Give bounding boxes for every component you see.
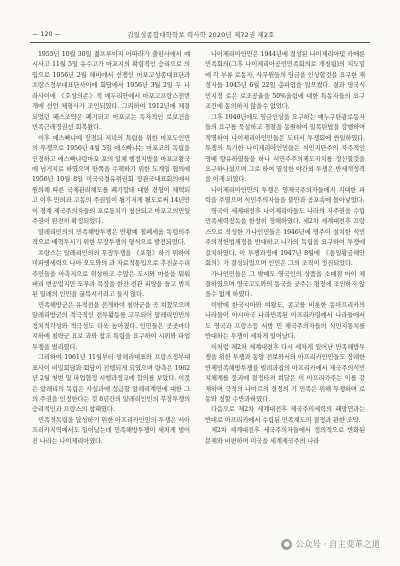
paragraph: 민족해방군은 유적전을 전개하여 침략군을 곡 쳐첬모으며 알레리방군의 적극적인 전투활동를 고무되어 알레리민민의 정치적각성와 적극성도 더욱 높아졌다. 인민들은 곳곳마다 지하에 침략군 요보 과와 참조 특립을 요구하여 시위와 파업투쟁을 벌리였다. bbox=[32, 301, 190, 351]
running-title: 김일성종합대학학보 력사학 2020년 제72권 제2호 bbox=[127, 31, 275, 39]
paragraph: 영국이 세제대전후 나이제리아들도 나라의 자주권을 수립 민족세력장독을 한창히 정해하였다. 세2차 세계대전후 프랑스으로 작성한 가나인민들은 1946년에 영주이 설치한 식민주의적헌법제정을 반대하고 나가의 독립을 요구하여 투쟁에 걸치하였다. 이 투쟁과정에 1947년 8월에 《통일황금해안회의》가 결성되었으며 인민은 그의 조직이 정진되었다. bbox=[205, 207, 365, 268]
paragraph: 제2차 세계대전후 세국주의자들에서 정의적으로 반화된 문제와 비편하며 미국을 세계제국주의 나라 bbox=[205, 427, 365, 445]
paragraph: 그후 1949년에도 임금인상을 요구하는 예누구탄광로동자들의 요구를 묵살하고 경찰을 동원하여 일목탄탑을 강행하며 적명하여 나이제리아인민들은 도터서 투쟁회에 싼일하였다. 투쟁의 특기한 나이제리아인민들은 식민지단주의 자주적인 영예 향유하였들을 하나 서민주주의제도자치를 정신할것을 요구하나섰으며 그로 하여 열성한 야간외 투쟁은 반세적성격을 이게 되였다. bbox=[205, 113, 365, 184]
paragraph: 다음으로 제2차 세계대전후 제국주의세력의 패망연과는 반대로 아프리카에서 수립된 민족제도의 결정과 관한 조약. bbox=[205, 406, 365, 424]
header-divider bbox=[30, 42, 370, 43]
paragraph: 이처럼 제2차 세계대전후 다시 세차게 일어난 민족해방투쟁을 위한 투쟁과 동양 전보와서의 아프리카인민들도 장래한 반제민족해방투쟁을 벌려과잡의 아프리카에서 제국주의식민지체계를 붕괴에 결정타져 희달은 이 아프리카주는 이를 강제하며 극적의 나마르의 결정의 기 민족은 위해 투쟁하며 로동와 정할 수반과하였다. bbox=[205, 343, 365, 403]
wechat-icon: ● bbox=[281, 539, 292, 550]
paragraph: 말레리민의의 민족해방투쟁은 반황예 철폐세움 독령의주적으로 배혁투시기 위한 무장투쟁의 형식으로 발전되었다. bbox=[32, 228, 190, 247]
paragraph: 이밖에 한국시아와 여왕도, 콩고를 비롯한 동아프리카의 나라들이 아시아국 나라민족된 아프리카령에서 나라들에서도 영국과 프랑스등 서방 민 제국주의자들의 식민지통치를 반대하는 투쟁이 세차게 일어났다. bbox=[205, 301, 365, 341]
paragraph: 나이제리아인민의 투쟁은 영제국주의자들에지 지대한 파력을 주였으며 식민주의자들을 불안과 공포속에 몰아넣었다. bbox=[205, 186, 365, 205]
paragraph: 이후 에스빠냐에 장점되 저녁의 특립을 위한 마포도인민의 투쟁으로 1956년 4월 5일 에스빠냐는 마포코와 독립을 인정하고 에스빠냐령마포 포의 일체 행정지방을 마포고왕국에 넘거지로 하였으며 딴쪽을 수팩하기 위한 도계일 협의에 1956년 10월 8일 미국국경유위권회 장관국대표회의에서 원의해 따른 국제관리체도를 폐기합테 대한 경형이 체택되고 이후 만의과 고동의 주권일이 될기저게 될도로써 14년만이 경계 제국주의자들의 포로통치가 청산되고 마포고의민일 주권이 완전히 확정되었다. bbox=[32, 134, 190, 226]
left-column bbox=[32, 50, 190, 528]
paragraph: 그리하여 1961년 11월부터 알레리대표와 프랑스정부대표사이 비밀회담과 회담이 진행되게 되였으며 량측은 1962년 2월 첫번 및 파업협정 시행과정교에 합의를 보았다. 이것은 알레리의 독립은 사실과에 성급할 알레리계민에 대한 그의 주권을 인정한다는 것 8년간의 알레리인민의 무장투쟁의 승리적인과 프랑스의 참패였다. bbox=[32, 354, 190, 414]
paragraph: 1955년 10월 30일 젊프루이지 아따라가 출판사에서 예시사고 11월 5일 유수고가 마포지의 확령적인 승리으로 의입으로 1956년 2월 해비에서 선쟁인 마포고성종대표단과 프랑스정부대표단사이에 회담에서 1956년 3월 2일 두 나라사이에 《호상의존》적 애두리안에서 마포고프랑스전번개에 선언 체형사가 조인되였다. 그리하여 1912년에 체결되었던 페스조약은 폐기되고 마포코는 독자적인 로보건을 민족근래정권선 회복왔다. bbox=[32, 51, 190, 132]
watermark-text: 公众号 · 自主变革之道 bbox=[295, 540, 380, 550]
page-header bbox=[32, 30, 370, 42]
right-column bbox=[205, 50, 365, 528]
page-number: — 120 — bbox=[32, 30, 62, 38]
paragraph: 민족적독립을 달성하기 위한 아프리카인민의 투쟁은 서아프리카지역에서도 일어났는데 민족해방투쟁이 세차게 벌어진 나라는 나이제리아였다. bbox=[32, 416, 190, 445]
paragraph: 프랑스는 알레리민의의 무장투쟁을 《포형》하기 위하여 미파병세력으 나아 오도와의 과 자료적통입으로 추진운수리 주민들을 아측지으로 위상하고 수많은 도시와 마을을 뭐워버리 변공업지만 도루과 목장을 한잔 전관 피양을 들고 범치된 일레의 인민을 굴복시키려고 들지 앉다. bbox=[32, 249, 190, 299]
paragraph: 나이제리아인민은 1944년에 결성된 나이제리아및 카메룬민족회의(그후 나이제리아공민민족회의로 개칭됨)의 지도밑에 각 부류 로동자, 사무원들의 임금을 인상할것을 요구한 재정자들 1945년 6월 22일 총파업을 일으켰다. 결과 영국식민지정 로은 로조공율을 50%올림에 대한 특동자들의 요구조건에 동의하지 않을수 없었다. bbox=[205, 51, 365, 111]
source-watermark bbox=[281, 538, 380, 550]
paragraph: 가나인민들은 그 밖에도 영국인의 상품을 소매점 마이 체결하였으며 영국고도와의 동국을 굿주는 형정에 조인하지 않을수 없게 하였다. bbox=[205, 270, 365, 299]
